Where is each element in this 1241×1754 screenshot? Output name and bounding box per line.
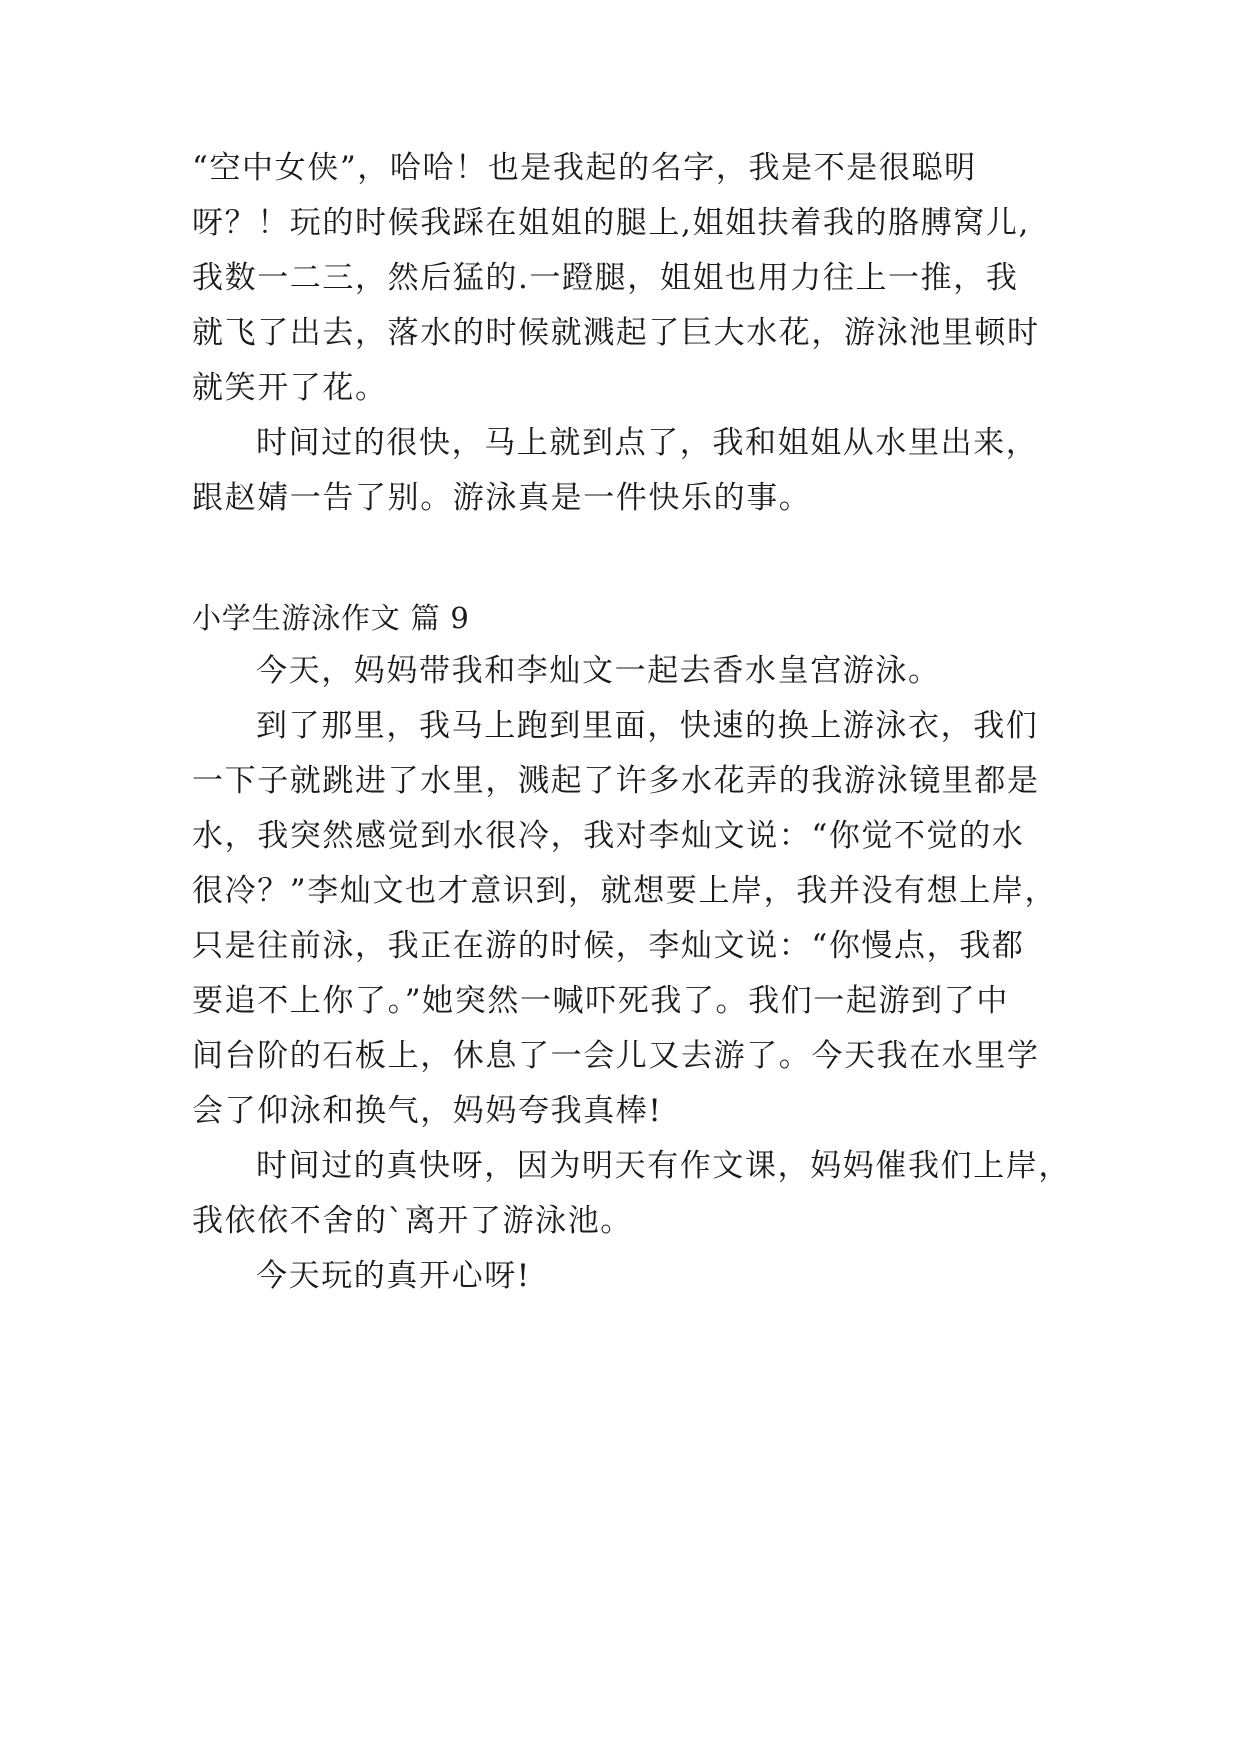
- text-line: 水，我突然感觉到水很冷，我对李灿文说：“你觉不觉的水: [192, 818, 1025, 854]
- text-line: 呀？！玩的时候我踩在姐姐的腿上,姐姐扶着我的胳膊窝儿,: [192, 205, 1030, 241]
- text-line: 一下子就跳进了水里，溅起了许多水花弄的我游泳镜里都是: [192, 763, 1040, 799]
- section-heading: 小学生游泳作文 篇 9: [192, 601, 470, 635]
- text-line: 时间过的真快呀，因为明天有作文课，妈妈催我们上岸，: [256, 1148, 1071, 1184]
- text-line: 会了仰泳和换气，妈妈夸我真棒!: [192, 1093, 663, 1129]
- text-line: 我数一二三，然后猛的.一蹬腿，姐姐也用力往上一推，我: [192, 260, 1019, 296]
- text-line: 只是往前泳，我正在游的时候，李灿文说：“你慢点，我都: [192, 928, 1025, 964]
- text-line: “空中女侠”，哈哈！也是我起的名字，我是不是很聪明: [192, 150, 977, 186]
- text-line: 今天玩的真开心呀!: [256, 1258, 531, 1294]
- text-line: 就飞了出去，落水的时候就溅起了巨大水花，游泳池里顿时: [192, 315, 1040, 351]
- text-line: 就笑开了花。: [192, 370, 388, 406]
- text-line: 很冷？”李灿文也才意识到，就想要上岸，我并没有想上岸，: [192, 873, 1058, 909]
- text-line: 跟赵婧一告了别。游泳真是一件快乐的事。: [192, 480, 812, 516]
- text-line: 要追不上你了。”她突然一喊吓死我了。我们一起游到了中: [192, 983, 1009, 1019]
- text-line: 今天，妈妈带我和李灿文一起去香水皇宫游泳。: [256, 653, 941, 689]
- text-line: 我依依不舍的`离开了游泳池。: [192, 1203, 633, 1239]
- text-line: 间台阶的石板上，休息了一会儿又去游了。今天我在水里学: [192, 1038, 1040, 1074]
- text-line: 到了那里，我马上跑到里面，快速的换上游泳衣，我们: [256, 708, 1039, 744]
- text-line: 时间过的很快，马上就到点了，我和姐姐从水里出来，: [256, 425, 1039, 461]
